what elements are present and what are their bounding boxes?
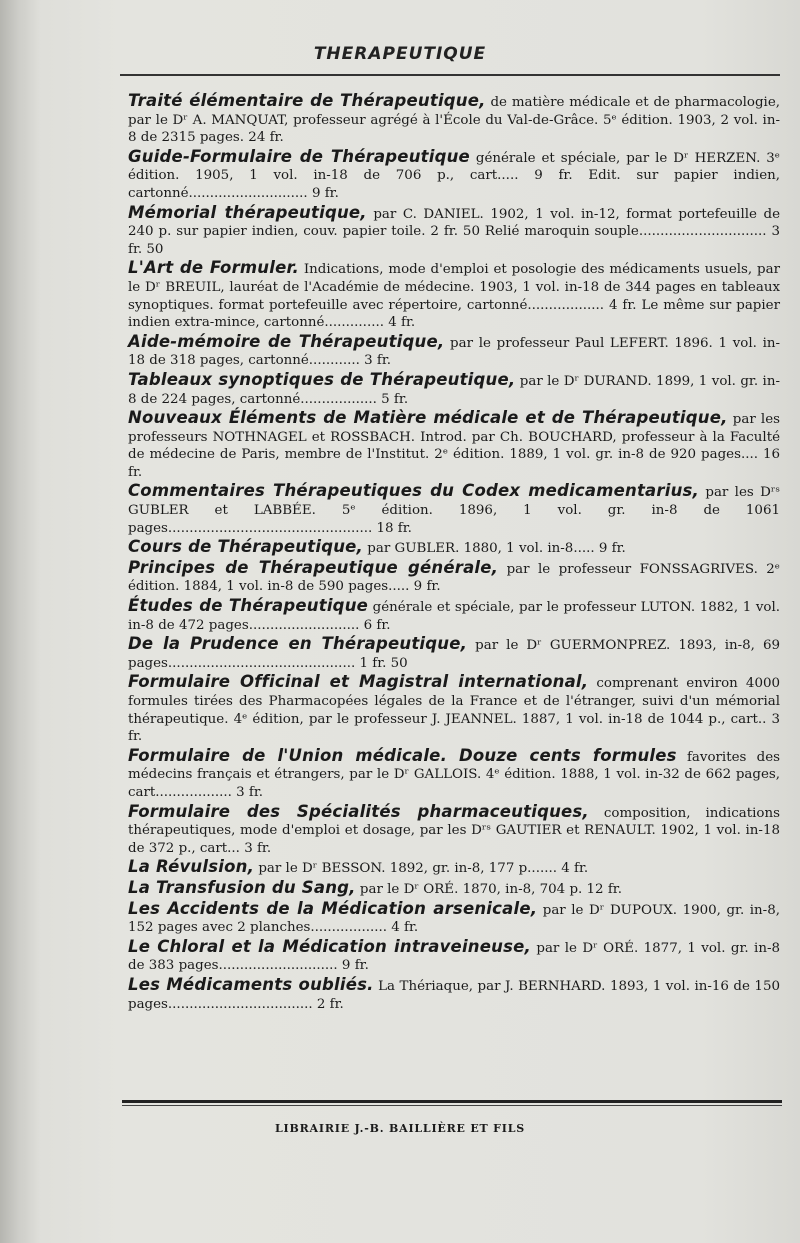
entry-description: Indications, mode d'emploi et posologie des médicaments usuels, par le Dʳ BREUIL, lauréat de l'Académie de médecine. 1903, 1 vol. in-18 de 344 pages en tableaux synoptiques. format portefeuille avec répertoire, cartonné.................. 4 fr. Le même sur papier indien extra-mince, cartonné.............. 4 fr. <box>128 262 780 331</box>
entry-title: Mémorial thérapeutique, <box>128 202 367 222</box>
entry-title: La Révulsion, <box>128 857 255 877</box>
catalog-entry <box>128 259 780 331</box>
entry-title: De la Prudence en Thérapeutique, <box>128 634 468 654</box>
catalog-entry <box>128 673 780 745</box>
catalog-entry <box>128 747 780 802</box>
entry-title: L'Art de Formuler. <box>128 258 299 278</box>
footer-rule <box>122 1100 782 1103</box>
entry-title: Formulaire de l'Union médicale. Douze cents formules <box>128 745 677 765</box>
running-header-title: THERAPEUTIQUE <box>313 44 487 64</box>
entry-title: Principes de Thérapeutique générale, <box>128 557 499 577</box>
entry-description: par les Dʳˢ GUBLER et LABBÉE. 5ᵉ édition. 1896, 1 vol. gr. in-8 de 1061 pages................................................ 18 fr. <box>128 485 780 536</box>
catalog-entry <box>128 597 780 634</box>
entry-title: Formulaire Officinal et Magistral international, <box>128 672 589 692</box>
entry-title: Les Médicaments oubliés. <box>128 974 374 994</box>
entry-title: Tableaux synoptiques de Thérapeutique, <box>128 369 516 389</box>
entry-description: de matière médicale et de pharmacologie, par le Dʳ A. MANQUAT, professeur agrégé à l'École du Val-de-Grâce. 5ᵉ édition. 1903, 2 vol. in-8 de 2315 pages. 24 fr. <box>128 95 781 146</box>
entry-description: par le Dʳ DUPOUX. 1900, gr. in-8, 152 pages avec 2 planches.................. 4 fr. <box>128 902 780 936</box>
entry-description: par le professeur Paul LEFERT. 1896. 1 vol. in-18 de 318 pages, cartonné............ 3 fr. <box>128 335 780 369</box>
entry-title: Aide-mémoire de Thérapeutique, <box>128 331 445 351</box>
entry-title: Les Accidents de la Médication arsenicale, <box>128 898 538 918</box>
catalog-entry <box>128 204 780 259</box>
catalog-entry <box>128 938 780 975</box>
entry-title: Guide-Formulaire de Thérapeutique <box>128 146 470 166</box>
entry-title: La Transfusion du Sang, <box>128 877 356 897</box>
entry-description: composition, indications thérapeutiques, mode d'emploi et dosage, par les Dʳˢ GAUTIER et RENAULT. 1902, 1 vol. in-18 de 372 p., cart... 3 fr. <box>128 805 780 856</box>
entry-description: générale et spéciale, par le Dʳ HERZEN. 3ᵉ édition. 1905, 1 vol. in-18 de 706 p., cart..... 9 fr. Edit. sur papier indien, cartonné............................ 9 fr. <box>128 150 780 201</box>
catalog-entry <box>128 900 780 937</box>
entry-description: comprenant environ 4000 formules tirées des Pharmacopées légales de la France et de l'étranger, suivi d'un mémorial thérapeutique. 4ᵉ édition, par le professeur J. JEANNEL. 1887, 1 vol. in-18 de 1044 p., cart.. 3 fr. <box>128 676 781 745</box>
page-gutter-shadow <box>0 0 40 1243</box>
catalog-entry <box>128 333 780 370</box>
entry-description: par le Dʳ ORÉ. 1870, in-8, 704 p. 12 fr. <box>359 881 622 897</box>
catalog-entry <box>128 635 780 672</box>
entry-title: Commentaires Thérapeutiques du Codex medicamentarius, <box>128 481 700 501</box>
entry-title: Nouveaux Éléments de Matière médicale et de Thérapeutique, <box>128 408 728 428</box>
catalog-entry <box>128 858 780 878</box>
catalog-entry <box>128 976 780 1013</box>
catalog-entry <box>128 803 780 858</box>
entry-description: par C. DANIEL. 1902, 1 vol. in-12, format portefeuille de 240 p. sur papier indien, couv. papier toile. 2 fr. 50 Relié maroquin souple.............................. 3 fr. 50 <box>128 206 780 257</box>
publisher-imprint: LIBRAIRIE J.-B. BAILLIÈRE ET FILS <box>275 1122 525 1135</box>
catalog-entry <box>128 148 780 203</box>
entry-description: par GUBLER. 1880, 1 vol. in-8..... 9 fr. <box>367 541 626 557</box>
catalog-entry <box>128 538 780 558</box>
entry-description: par le professeur FONSSAGRIVES. 2ᵉ édition. 1884, 1 vol. in-8 de 590 pages..... 9 fr. <box>128 561 780 595</box>
entry-description: favorites des médecins français et étrangers, par le Dʳ GALLOIS. 4ᵉ édition. 1888, 1 vol. in-32 de 662 pages, cart.................. 3 fr. <box>128 749 780 800</box>
catalog-entry <box>128 482 780 537</box>
entry-description: La Thériaque, par J. BERNHARD. 1893, 1 vol. in-16 de 150 pages.................................. 2 fr. <box>128 978 780 1012</box>
catalog-entry <box>128 92 780 147</box>
entry-description: générale et spéciale, par le professeur LUTON. 1882, 1 vol. in-8 de 472 pages.......................... 6 fr. <box>128 600 780 633</box>
entry-description: par le Dʳ GUERMONPREZ. 1893, in-8, 69 pages............................................ 1 fr. 50 <box>128 638 780 671</box>
catalog-entry <box>128 371 780 408</box>
catalog-entry <box>128 409 780 481</box>
catalog-entry <box>128 559 780 596</box>
footer-rule-thin <box>122 1105 782 1106</box>
entry-title: Études de Thérapeutique <box>128 596 369 616</box>
entry-title: Cours de Thérapeutique, <box>128 537 364 557</box>
entry-description: par les professeurs NOTHNAGEL et ROSSBACH. Introd. par Ch. BOUCHARD, professeur à la Faculté de médecine de Paris, membre de l'Institut. 2ᵉ édition. 1889, 1 vol. gr. in-8 de 920 pages.... 16 fr. <box>128 412 780 480</box>
catalog-entry <box>128 879 780 899</box>
entry-description: par le Dʳ DURAND. 1899, 1 vol. gr. in-8 de 224 pages, cartonné.................. 5 fr. <box>128 373 780 407</box>
catalog-entries <box>128 92 780 1014</box>
header-rule <box>120 74 780 76</box>
entry-description: par le Dʳ ORÉ. 1877, 1 vol. gr. in-8 de 383 pages............................ 9 fr. <box>128 940 780 974</box>
entry-description: par le Dʳ BESSON. 1892, gr. in-8, 177 p....... 4 fr. <box>258 861 589 877</box>
entry-title: Traité élémentaire de Thérapeutique, <box>128 91 486 110</box>
entry-title: Formulaire des Spécialités pharmaceutiques, <box>128 801 589 821</box>
entry-title: Le Chloral et la Médication intraveineuse, <box>128 936 531 956</box>
